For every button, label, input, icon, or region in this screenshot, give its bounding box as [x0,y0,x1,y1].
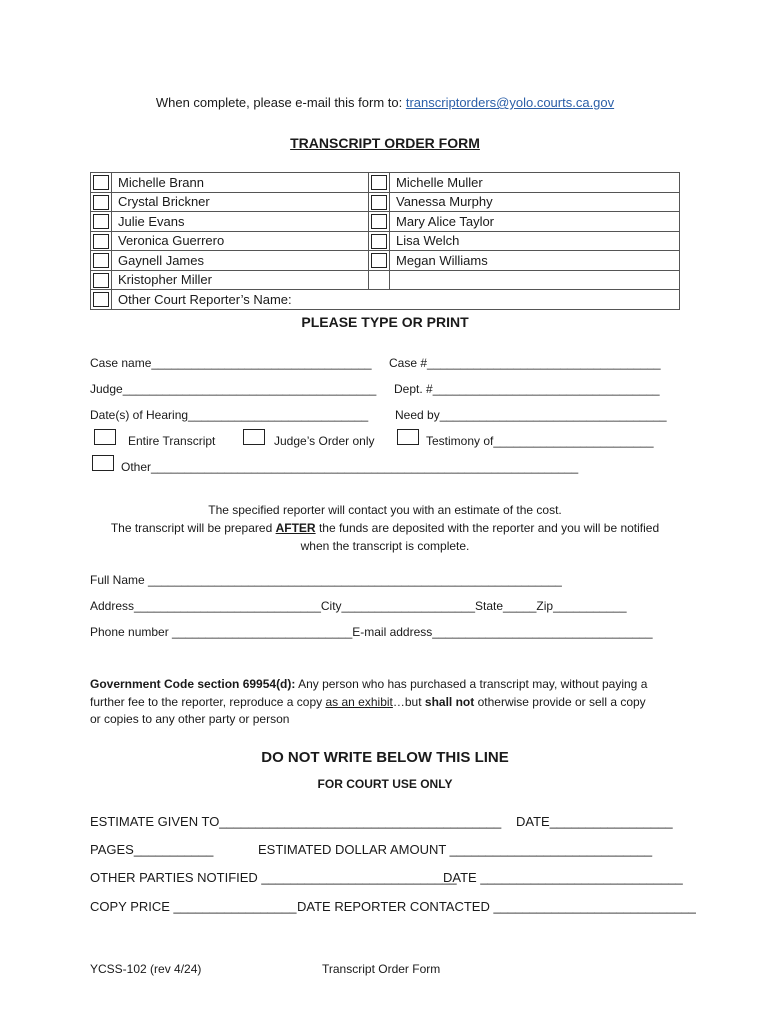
gov-code-text-2-pre: further fee to the reporter, reproduce a copy [90,695,323,709]
reporter-name: Julie Evans [112,212,369,232]
gov-code-line-1 [90,677,647,691]
reporter-checkbox[interactable] [371,253,387,268]
reporter-name: Gaynell James [112,251,369,271]
gov-code-exhibit: as an exhibit [325,695,393,709]
reporter-name: Mary Alice Taylor [390,212,680,232]
estimate-date-field[interactable]: DATE_________________ [516,814,673,829]
reporter-name: Lisa Welch [390,231,680,251]
court-use-subheading: FOR COURT USE ONLY [317,777,453,791]
form-title: TRANSCRIPT ORDER FORM [290,135,480,151]
other-checkbox[interactable] [92,455,114,471]
form-code: YCSS-102 (rev 4/24) [90,962,202,976]
table-row [91,212,680,232]
reporter-checkbox[interactable] [371,214,387,229]
reporter-name: Veronica Guerrero [112,231,369,251]
do-not-write-heading: DO NOT WRITE BELOW THIS LINE [261,749,509,766]
gov-code-title: Government Code section 69954(d): [90,677,296,691]
full-name-field[interactable]: Full Name ______________________________________________________________ [90,573,562,587]
table-row [91,173,680,193]
gov-code-line-3: or copies to any other party or person [90,712,290,726]
reporter-checkbox[interactable] [93,175,109,190]
judges-order-label: Judge’s Order only [274,434,375,448]
table-row [91,251,680,271]
notice-after: AFTER [275,521,316,535]
pages-field[interactable]: PAGES___________ [90,842,214,857]
entire-transcript-label: Entire Transcript [128,434,216,448]
gov-code-text-1: Any person who has purchased a transcript may, without paying a [298,677,648,691]
reporter-name: Megan Williams [390,251,680,271]
gov-code-line-2 [90,695,646,709]
judge-field[interactable]: Judge______________________________________ [90,382,377,396]
phone-email-field[interactable]: Phone number ___________________________E-mail address_________________________________ [90,625,653,639]
reporter-checkbox[interactable] [371,195,387,210]
other-parties-field[interactable]: OTHER PARTIES NOTIFIED ___________________________ [90,870,457,885]
reporter-table [90,172,680,310]
judges-order-checkbox[interactable] [243,429,265,445]
reporter-name: Kristopher Miller [112,270,369,290]
reporter-checkbox[interactable] [93,195,109,210]
notice-line-3: when the transcript is complete. [300,539,470,553]
other-reporter-label: Other Court Reporter’s Name: [112,290,680,310]
gov-code-text-2-post: otherwise provide or sell a copy [477,695,646,709]
reporter-checkbox[interactable] [93,253,109,268]
table-row [91,192,680,212]
testimony-field[interactable]: Testimony of________________________ [426,434,654,448]
notice-line-2-pre: The transcript will be prepared [110,521,273,535]
reporter-checkbox[interactable] [371,175,387,190]
reporter-contacted-field[interactable]: DATE REPORTER CONTACTED ____________________________ [297,899,696,914]
notice-line-1: The specified reporter will contact you with an estimate of the cost. [208,503,562,517]
reporter-checkbox[interactable] [93,214,109,229]
email-prefix: When complete, please e-mail this form to: [155,95,403,110]
please-type-heading: PLEASE TYPE OR PRINT [301,314,469,330]
reporter-checkbox[interactable] [93,292,109,307]
reporter-name: Michelle Muller [390,173,680,193]
reporter-name: Vanessa Murphy [390,192,680,212]
copy-price-field[interactable]: COPY PRICE _________________ [90,899,297,914]
reporter-checkbox[interactable] [93,273,109,288]
estimate-given-field[interactable]: ESTIMATE GIVEN TO_______________________________________ [90,814,502,829]
table-row [91,290,680,310]
case-number-field[interactable]: Case #___________________________________ [389,356,661,370]
email-link[interactable]: transcriptorders@yolo.courts.ca.gov [405,95,615,110]
gov-code-shall-not: shall not [424,695,475,709]
notice-line-2-post: the funds are deposited with the reporter and you will be notified [318,521,660,535]
footer-form-name: Transcript Order Form [322,962,441,976]
notice-line-2 [0,521,770,535]
testimony-checkbox[interactable] [397,429,419,445]
hearing-dates-field[interactable]: Date(s) of Hearing___________________________ [90,408,369,422]
gov-code-text-2-mid: …but [392,695,422,709]
case-name-field[interactable]: Case name_________________________________ [90,356,372,370]
entire-transcript-checkbox[interactable] [94,429,116,445]
email-instruction [0,95,770,110]
reporter-checkbox[interactable] [371,234,387,249]
table-row [91,270,680,290]
reporter-name: Michelle Brann [112,173,369,193]
table-row [91,231,680,251]
dept-field[interactable]: Dept. #__________________________________ [394,382,660,396]
reporter-checkbox[interactable] [93,234,109,249]
address-field[interactable]: Address____________________________City____________________State_____Zip___________ [90,599,627,613]
need-by-field[interactable]: Need by__________________________________ [395,408,667,422]
other-field[interactable]: Other________________________________________________________________ [121,460,579,474]
notified-date-field[interactable]: DATE ____________________________ [443,870,683,885]
dollar-amount-field[interactable]: ESTIMATED DOLLAR AMOUNT ____________________________ [258,842,653,857]
reporter-name: Crystal Brickner [112,192,369,212]
